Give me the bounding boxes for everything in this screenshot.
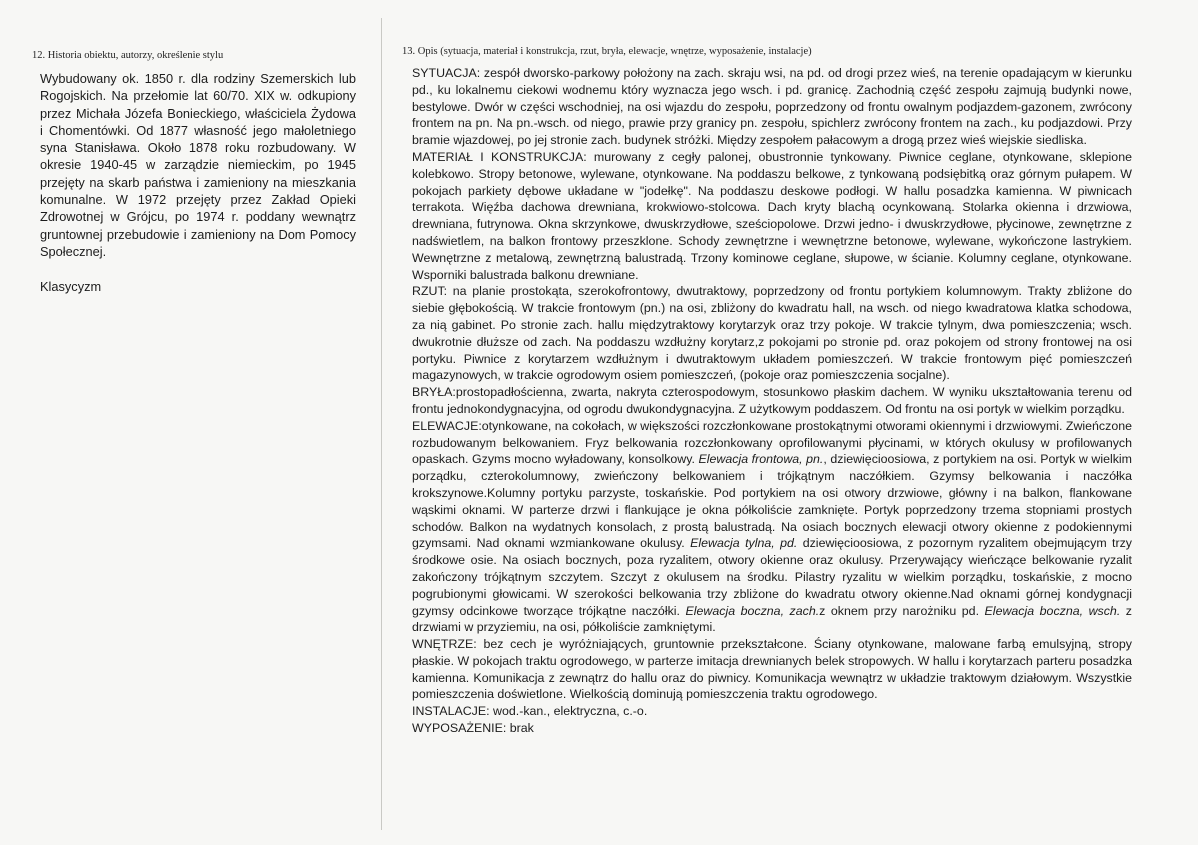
- elewacje-text: z oknem przy narożniku pd.: [819, 603, 985, 618]
- column-divider: [381, 18, 382, 830]
- description-body: [412, 65, 1132, 737]
- elewacja-frontowa-label: Elewacja frontowa, pn.: [698, 452, 824, 467]
- instalacje-paragraph: INSTALACJE: wod.-kan., elektryczna, c.-o.: [412, 704, 648, 719]
- history-header: 12. Historia obiektu, autorzy, określenie stylu: [32, 50, 224, 61]
- elewacja-boczna-zach-label: Elewacja boczna, zach.: [685, 603, 820, 618]
- elewacje-text: ELEWACJE:otynkowane, na cokołach, w większości rozczłonkowane prostokątnymi otworami okiennymi i drzwiowymi. Zwieńczone rozbudowanym belkowaniem. Fryz belkowania rozczłonkowany oprofilowanymi płycinami, w których okulusy w profilowanych opaskach. Gzyms mocno wyładowany, konsolkowy.: [412, 418, 1132, 467]
- bryla-paragraph: BRYŁA:prostopadłościenna, zwarta, nakryta czterospodowym, stosunkowo płaskim dachem. W wyniku ukształtowania terenu od frontu jednokondygnacyjna, od ogrodu dwukondygnacyjna. Z użytkowym poddaszem. Od frontu na osi portyk w wielkim porządku.: [412, 385, 1132, 416]
- elewacje-text: z drzwiami w przyziemiu, na osi, półkoliście zamkniętymi.: [412, 603, 1132, 635]
- elewacja-tylna-label: Elewacja tylna, pd.: [690, 536, 798, 551]
- elewacje-text: , dziewięcioosiowa, z portykiem na osi. Portyk w wielkim porządku, czterokolumnowy, zwieńczony belkowaniem i trójkątnym naczółkiem. Gzymsy belkowania i naczółka krokszynowe.Kolumny portyku parzyste, toskańskie. Pod portykiem na osi otwory drzwiowe, główny i na balkon, flankowane wąskimi oknami. W parterze drzwi i flankujące je okna półkoliście zamknięte. Portyk poprzedzony trzema stopniami prostych schodów. Balkon na wydatnych konsolach, z prostą balustradą. Na osiach bocznych elewacji otwory okienne z podokiennymi gzymsami. Nad oknami wzmiankowane okulusy.: [412, 452, 1132, 551]
- description-section: [402, 46, 1134, 737]
- wnetrze-paragraph: WNĘTRZE: bez cech je wyróżniających, gruntownie przekształcone. Ściany otynkowane, malowane farbą emulsyjną, stropy płaskie. W pokojach traktu ogrodowego, w parterze imitacja drewnianych belek stropowych. W hallu i korytarzach parteru posadzka kamienna. Komunikacja z zewnątrz do hallu oraz do piwnicy. Komunikacja wewnątrz w układzie traktowym działowym. Wszystkie pomieszczenia doświetlone. Wielkością dominują pomieszczenia traktu ogrodowego.: [412, 637, 1132, 702]
- style-text: Klasycyzm: [40, 279, 102, 295]
- material-paragraph: MATERIAŁ I KONSTRUKCJA: murowany z cegły palonej, obustronnie tynkowany. Piwnice ceglane, otynkowane, sklepione kolebkowo. Stropy betonowe, wylewane, otynkowane. Na poddaszu belkowe, z tynkowaną podsiębitką oraz górnym pułapem. W pokojach parkiety dębowe układane w "jodełkę". Na poddaszu deskowe podłogi. W hallu posadzka kamienna. W piwnicach terrakota. Więźba dachowa drewniana, krokwiowo-stolcowa. Dach kryty blachą ocynkowaną. Stolarka okienna i drzwiowa, drewniana, futrynowa. Okna skrzynkowe, dwuskrzydłowe, sześciopolowe. Drzwi jedno- i dwuskrzydłowe, płycinowe, zewnętrzne z nadświetlem, na balkon frontowy przeszklone. Schody zewnętrzne i wewnętrzne betonowe, wylewane, wykończone lastrykiem. Wewnętrzne z metalową, zewnętrzną balustradą. Trzony kominowe ceglane, słupowe, w ścianie. Kolumny ceglane, otynkowane. Wsporniki balustrada balkonu drewniane.: [412, 149, 1132, 282]
- elewacje-text: dziewięcioosiowa, z pozornym ryzalitem obejmującym trzy środkowe osie. Na osiach bocznych, poza ryzalitem, otwory okienne oraz okulusy. Przerywający wieńczące belkowanie ryzalit zakończony trójkątnym szczytem. Szczyt z okulusem na środku. Pilastry ryzalitu w wielkim porządku, toskańskie, z mocno pogrubionymi głowicami. W szerokości belkowania trzy zbliżone do kwadratu otwory okienne.Nad oknami górnej kondygnacji gzymsy odcinkowe tworzące trójkątne naczółki.: [412, 536, 1132, 618]
- sytuacja-paragraph: SYTUACJA: zespół dworsko-parkowy położony na zach. skraju wsi, na pd. od drogi przez wieś, na terenie opadającym w kierunku pd., ku lokalnemu ciekowi wodnemu który wyznacza jego wsch. i pd. granicę. Zachodnią część zespołu zajmują budynki nowe, bestylowe. Dwór w części wschodniej, na osi wjazdu do zespołu, poprzedzony od frontu owalnym podjazdem-gazonem, zwrócony frontem na pn. Na pn.-wsch. od niego, prawie przy granicy pn. zespołu, spichlerz zwrócony frontem na zach., ku podjazdowi. Przy bramie wjazdowej, po jej stronie zach. budynek stróżki. Między zespołem pałacowym a drogą przez wieś wiejskie siedliska.: [412, 66, 1132, 148]
- history-section: [32, 50, 354, 294]
- elewacje-paragraph: [412, 418, 1132, 636]
- rzut-paragraph: RZUT: na planie prostokąta, szerokofrontowy, dwutraktowy, poprzedzony od frontu portykiem kolumnowym. Trakty zbliżone do siebie głębokością. W trakcie frontowym (pn.) na osi, zbliżony do kwadratu hall, na wsch. od niego kwadratowa klatka schodowa, za nią gabinet. Po stronie zach. hallu międzytraktowy korytarzyk oraz trzy pokoje. W trakcie tylnym, dwa pomieszczenia; wsch. dwukrotnie dłuższe od zach. Na poddaszu wzdłużny korytarz,z pokojami po stronie pd. oraz pokojem od strony frontowej na osi portyku. Piwnice z korytarzem wzdłużnym i dwutraktowym układem pomieszczeń. W trakcie frontowym pięć pomieszczeń magazynowych, w trakcie ogrodowym osiem pomieszczeń, (pokoje oraz pomieszczenia socjalne).: [412, 284, 1132, 383]
- description-header: 13. Opis (sytuacja, materiał i konstrukcja, rzut, bryła, elewacje, wnętrze, wyposażenie, instalacje): [402, 46, 812, 57]
- history-text: Wybudowany ok. 1850 r. dla rodziny Szemerskich lub Rogojskich. Na przełomie lat 60/70. XIX w. odkupiony przez Michała Józefa Bonieckiego, właściciela Żydowa i Chomentówki. Od 1877 własność jego małoletniego syna Stanisława. Około 1878 roku rozbudowany. W okresie 1940-45 w zarządzie niemieckim, po 1945 przejęty na skarb państwa i zamieniony na mieszkania komunalne. W 1972 przejęty przez Zakład Opieki Zdrowotnej w Grójcu, po 1974 r. poddany wewnątrz gruntownej przebudowie i zamieniony na Dom Pomocy Społecznej.: [40, 71, 356, 259]
- wyposazenie-paragraph: WYPOSAŻENIE: brak: [412, 721, 534, 736]
- elewacja-boczna-wsch-label: Elewacja boczna, wsch.: [984, 603, 1121, 618]
